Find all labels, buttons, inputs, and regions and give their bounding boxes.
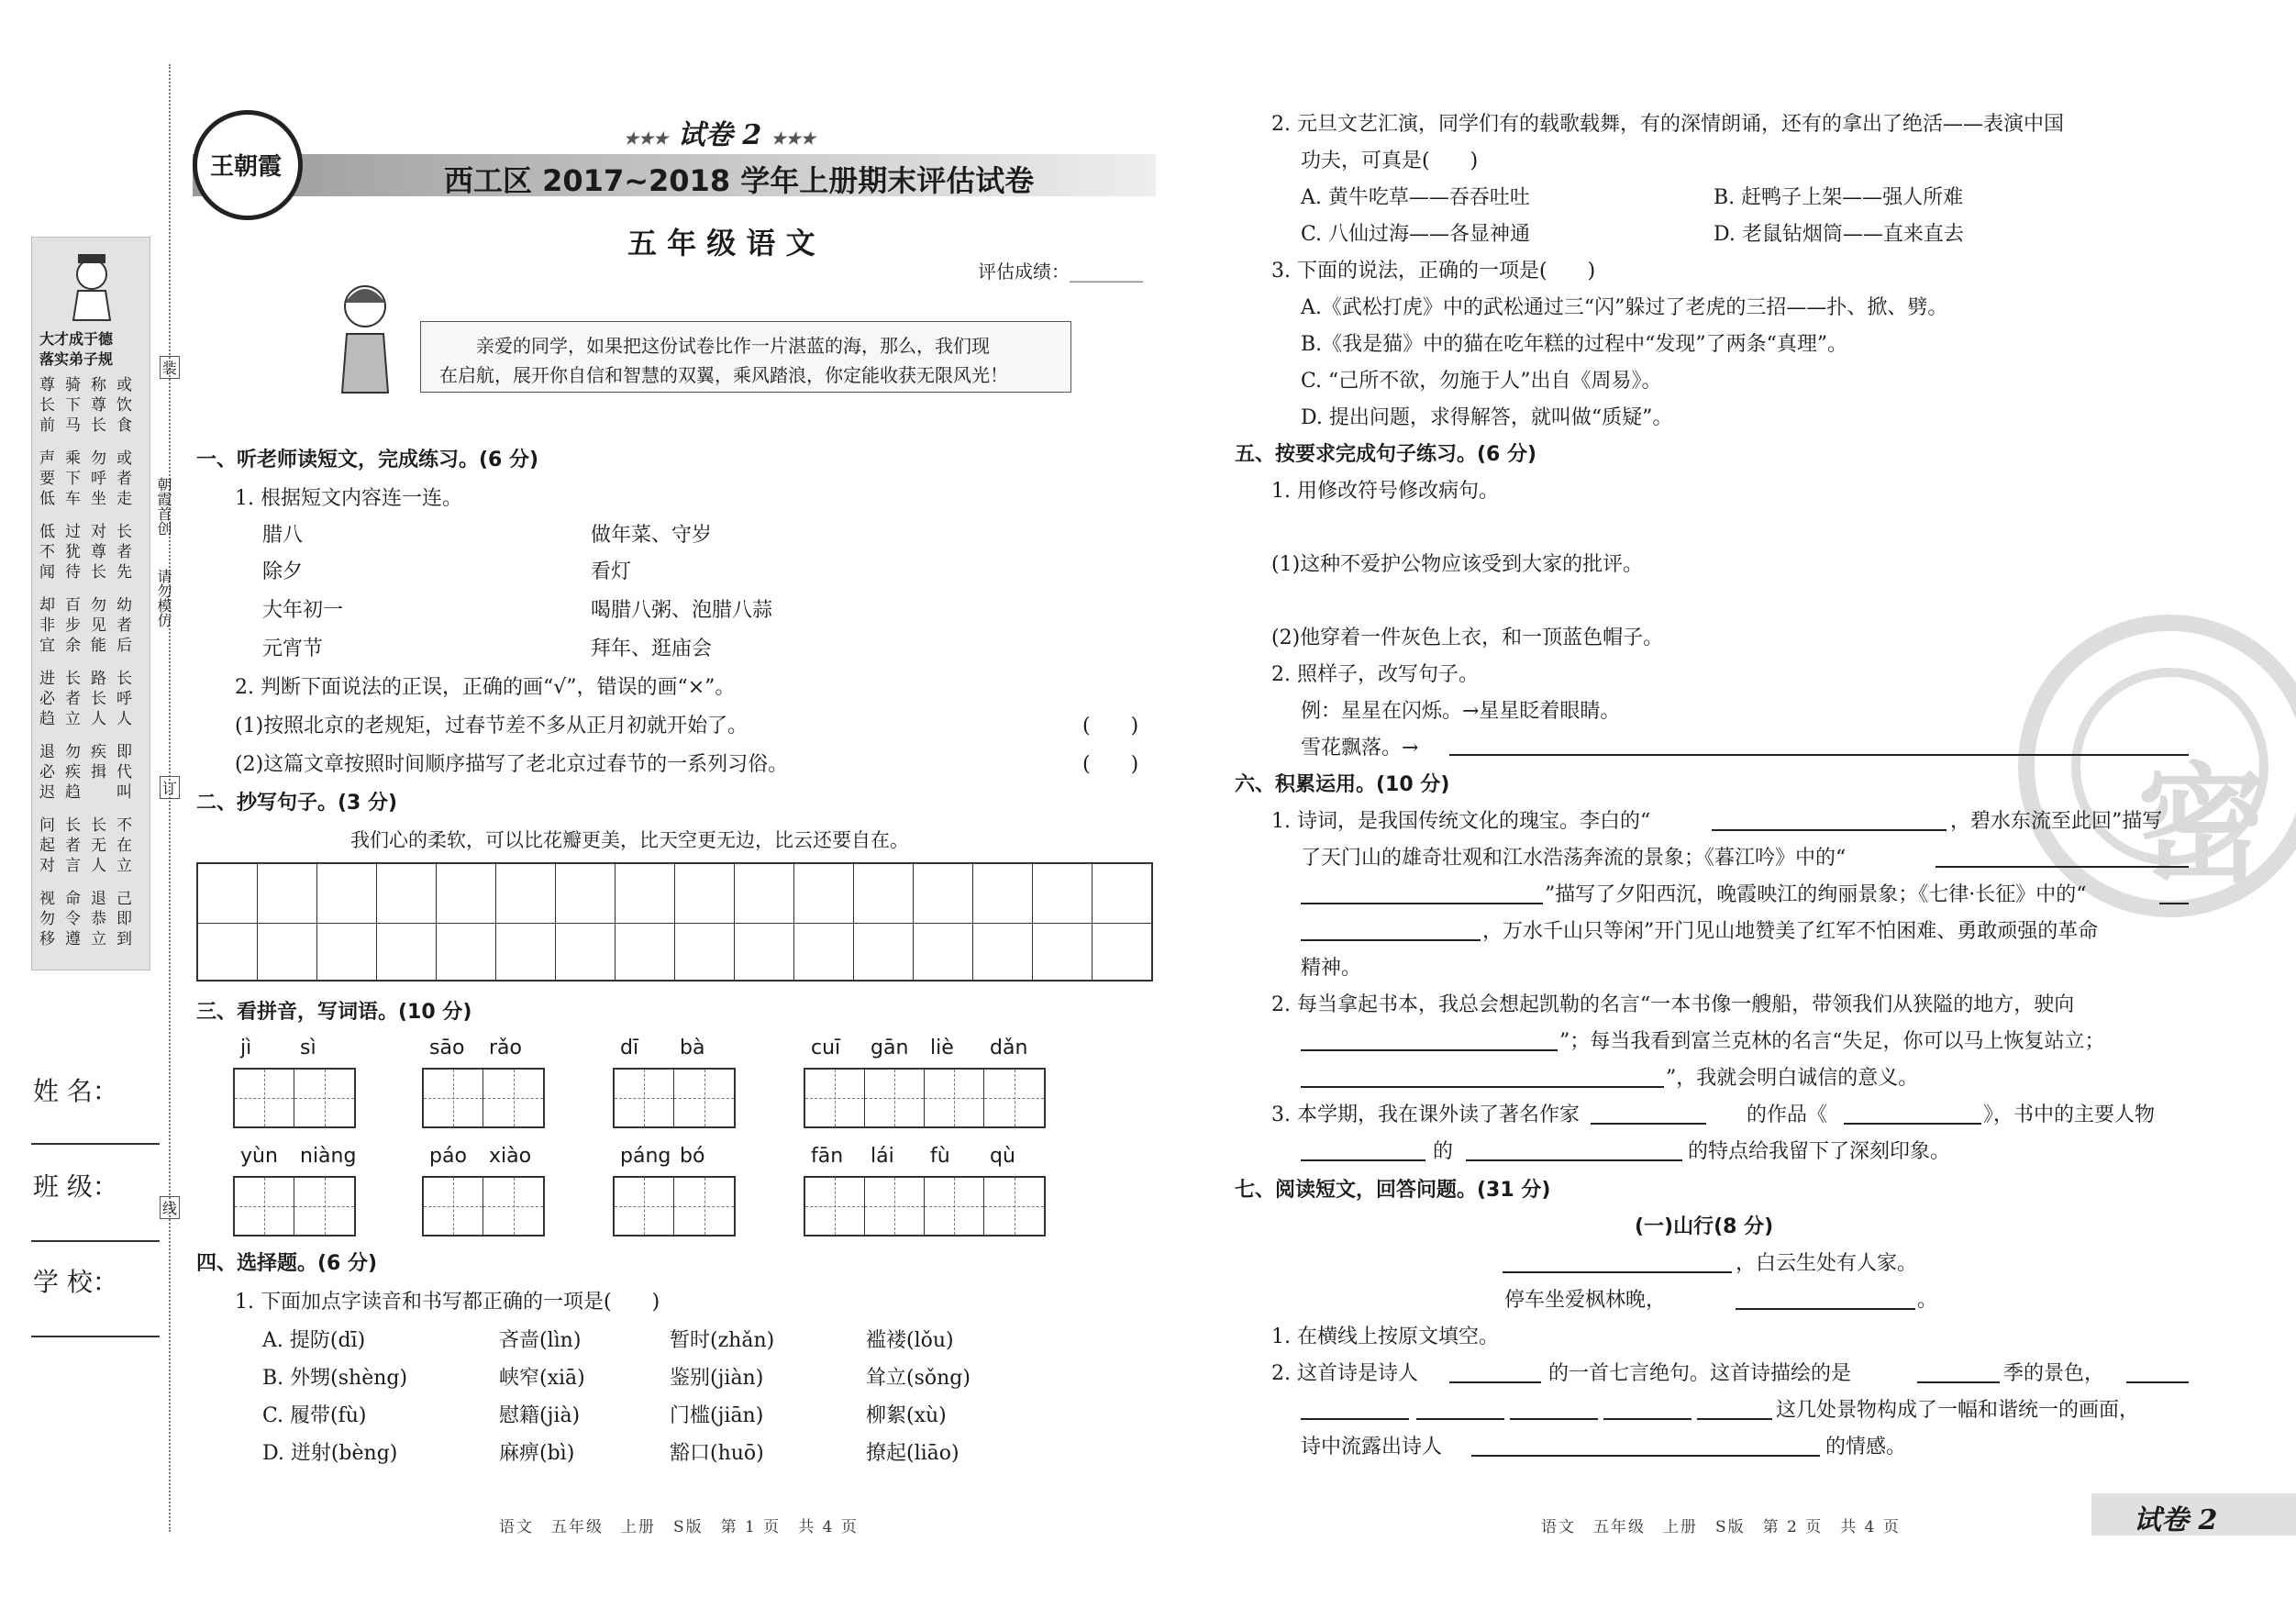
sidebar-verse-column: 百步余	[65, 596, 83, 655]
sidebar-verse-column: 长者先	[116, 523, 134, 582]
pinyin-cell[interactable]	[424, 1070, 483, 1126]
r-q3-opt-c[interactable]: C. “己所不欲，勿施于人”出自《周易》。	[1301, 370, 1662, 393]
scholar-figure-icon	[60, 249, 124, 322]
sidebar-verse-column: 退恭立	[91, 890, 108, 948]
sidebar-verse-column: 勿见能	[91, 596, 108, 655]
choice-option-item: 耸立(sǒng)	[866, 1367, 971, 1390]
answer-line[interactable]	[1416, 1418, 1504, 1420]
side-vertical-2: 请勿模仿	[155, 569, 172, 627]
match-left-item[interactable]: 大年初一	[262, 599, 344, 622]
r-q3-opt-d[interactable]: D. 提出问题，求得解答，就叫做“质疑”。	[1301, 406, 1673, 429]
r-q2-opt-a[interactable]: A. 黄牛吃草——吞吞吐吐	[1301, 186, 1530, 209]
choice-option-item[interactable]: A. 提防(dī)	[262, 1329, 366, 1352]
pinyin-syllable: dī	[620, 1037, 639, 1059]
r-q2-opt-d[interactable]: D. 老鼠钻烟筒——直来直去	[1714, 223, 1964, 246]
answer-line[interactable]	[1471, 1455, 1820, 1457]
s6-q3e: 的特点给我留下了深刻印象。	[1688, 1140, 1951, 1163]
teacher-illustration-icon	[319, 275, 411, 394]
answer-line[interactable]	[1591, 1123, 1706, 1125]
pinyin-syllable: xiào	[489, 1145, 532, 1168]
class-field[interactable]	[31, 1240, 160, 1242]
answer-line[interactable]	[1449, 754, 2189, 756]
pinyin-writing-box[interactable]	[804, 1176, 1046, 1237]
score-label: 评估成绩：________	[978, 261, 1143, 283]
sidebar-verse-column: 乘下车	[65, 449, 83, 508]
sidebar-verse-column: 长呼人	[116, 670, 134, 728]
sidebar-verse-column: 勿疾趋	[65, 743, 83, 802]
s5-task: 雪花飘落。→	[1301, 737, 1419, 760]
wangzhaoxia-logo	[193, 110, 303, 220]
intro-line-1: 亲爱的同学，如果把这份试卷比作一片湛蓝的海，那么，我们现	[476, 335, 990, 357]
r-q2b: 功夫，可真是( )	[1301, 150, 1479, 172]
name-label: 姓 名：	[33, 1076, 118, 1106]
answer-line[interactable]	[1466, 1159, 1682, 1161]
bind-mark-2: 订	[160, 776, 180, 799]
pinyin-writing-box[interactable]	[613, 1176, 736, 1237]
pinyin-cell[interactable]	[805, 1178, 865, 1235]
answer-line[interactable]	[2126, 1381, 2189, 1383]
page-tag: 试卷 2	[2134, 1504, 2218, 1536]
s7-q1: 1. 在横线上按原文填空。	[1271, 1325, 1499, 1348]
pinyin-syllable: bó	[680, 1145, 705, 1168]
pinyin-writing-box[interactable]	[422, 1068, 545, 1128]
s7-q2f: 的情感。	[1825, 1436, 1907, 1458]
pinyin-cell[interactable]	[984, 1178, 1044, 1235]
sidebar-verse-column: 进必趋	[39, 670, 57, 728]
answer-line[interactable]	[1736, 1308, 1915, 1310]
pinyin-cell[interactable]	[674, 1178, 734, 1235]
s6-q3d: 的	[1433, 1140, 1454, 1163]
answer-line[interactable]	[1603, 1418, 1691, 1420]
pinyin-syllable: páo	[429, 1145, 467, 1168]
section-7-title: 七、阅读短文，回答问题。(31 分)	[1235, 1179, 1551, 1202]
answer-line[interactable]	[1301, 903, 1543, 904]
choice-option-item: 吝啬(lìn)	[499, 1329, 582, 1352]
section-2-title: 二、抄写句子。(3 分)	[196, 792, 398, 815]
pinyin-syllable: cuī	[811, 1037, 841, 1059]
section-5-title: 五、按要求完成句子练习。(6 分)	[1235, 443, 1537, 466]
s5-q1-2: (2)他穿着一件灰色上衣，和一顶蓝色帽子。	[1271, 627, 1664, 649]
copy-sentence: 我们心的柔软，可以比花瓣更美，比天空更无边，比云还要自在。	[350, 829, 909, 851]
sidebar-verse-column: 疾揖	[91, 743, 108, 782]
bind-mark-1: 装	[160, 356, 180, 379]
choice-option-item: 峡窄(xiā)	[499, 1367, 585, 1390]
sidebar-verse-column: 路长人	[91, 670, 108, 728]
choice-option-item: 鉴别(jiàn)	[670, 1367, 764, 1390]
name-field[interactable]	[31, 1143, 160, 1145]
sidebar-verse-column: 声要低	[39, 449, 57, 508]
poem-end: 。	[1917, 1289, 1938, 1312]
answer-line[interactable]	[1844, 1123, 1981, 1125]
left-footer: 语文 五年级 上册 S版 第 1 页 共 4 页	[499, 1518, 859, 1536]
match-left-item[interactable]: 腊八	[262, 524, 304, 547]
s6-q3c: 》，书中的主要人物	[1983, 1103, 2156, 1126]
pinyin-cell[interactable]	[235, 1178, 294, 1235]
pinyin-syllable: gān	[871, 1037, 909, 1059]
intro-speech-box	[420, 321, 1071, 393]
s6-q1b: ，碧水东流至此回”描写	[1950, 810, 2163, 833]
s1-q2: 2. 判断下面说法的正误，正确的画“√”，错误的画“×”。	[235, 676, 736, 699]
sidebar-verse-column: 对尊长	[91, 523, 108, 582]
pinyin-syllable: sāo	[429, 1037, 465, 1059]
school-field[interactable]	[31, 1336, 160, 1337]
answer-line[interactable]	[1449, 1381, 1541, 1383]
exam-title: 西工区 2017~2018 学年上册期末评估试卷	[444, 163, 1035, 198]
s7-q2c: 季的景色，	[2003, 1362, 2105, 1385]
choice-option-item[interactable]: C. 履带(fù)	[262, 1404, 367, 1427]
pinyin-syllable: fù	[930, 1145, 950, 1168]
pinyin-cell[interactable]	[615, 1178, 674, 1235]
pinyin-syllable: liè	[930, 1037, 954, 1059]
sidebar-verse-column: 尊长前	[39, 376, 57, 435]
sidebar-verse-column: 或者走	[116, 449, 134, 508]
s5-example: 例：星星在闪烁。→星星眨着眼睛。	[1301, 700, 1621, 723]
s6-q2b: ”；每当我看到富兰克林的名言“失足，你可以马上恢复站立；	[1559, 1030, 2105, 1053]
pinyin-writing-box[interactable]	[804, 1068, 1046, 1128]
s1-q2-1: (1)按照北京的老规矩，过春节差不多从正月初就开始了。	[235, 715, 749, 738]
s7-q2d: 这几处景物构成了一幅和谐统一的画面，	[1776, 1399, 2140, 1422]
pinyin-writing-box[interactable]	[613, 1068, 736, 1128]
sidebar-verse-column: 问起对	[39, 816, 57, 875]
match-right-item[interactable]: 做年菜、守岁	[591, 524, 713, 547]
r-q2-opt-b[interactable]: B. 赶鸭子上架——强人所难	[1714, 186, 1964, 209]
sidebar-verse-column: 己即到	[116, 890, 134, 948]
sidebar-verse-column: 骑下马	[65, 376, 83, 435]
s6-q2a: 2. 每当拿起书本，我总会想起凯勒的名言“一本书像一艘船，带领我们从狭隘的地方，驶向	[1271, 993, 2075, 1016]
pinyin-cell[interactable]	[865, 1178, 925, 1235]
answer-line[interactable]	[1301, 939, 1481, 941]
pinyin-syllable: lái	[871, 1145, 894, 1168]
answer-line[interactable]	[1503, 1271, 1732, 1273]
choice-option-item: 门槛(jiān)	[670, 1404, 764, 1427]
pinyin-syllable: páng	[620, 1145, 671, 1168]
pinyin-writing-box[interactable]	[422, 1176, 545, 1237]
pinyin-syllable: rǎo	[489, 1037, 522, 1059]
section-6-title: 六、积累运用。(10 分)	[1235, 773, 1450, 796]
answer-line[interactable]	[1936, 866, 2189, 868]
answer-line[interactable]	[1301, 1086, 1664, 1088]
s4-q1: 1. 下面加点字读音和书写都正确的一项是( )	[235, 1291, 660, 1314]
s6-q1e: ，万水千山只等闲”开门见山地赞美了红军不怕困难、勇敢顽强的革命	[1482, 920, 2099, 943]
school-label: 学 校：	[33, 1267, 118, 1297]
choice-option-item: 暂时(zhǎn)	[670, 1329, 775, 1352]
s5-q2: 2. 照样子，改写句子。	[1271, 663, 1479, 686]
exam-tag: ★★★ 试卷 2 ★★★	[624, 119, 816, 151]
r-q3-opt-b[interactable]: B.《我是猫》中的猫在吃年糕的过程中“发现”了两条“真理”。	[1301, 333, 1848, 356]
r-q3: 3. 下面的说法，正确的一项是( )	[1271, 260, 1596, 283]
secret-seal-watermark	[2018, 615, 2296, 917]
logo-text: 王朝霞	[210, 153, 283, 181]
r-q3-opt-a[interactable]: A.《武松打虎》中的武松通过三“闪”躲过了老虎的三招——扑、掀、劈。	[1301, 296, 1948, 319]
pinyin-cell[interactable]	[865, 1070, 925, 1126]
pinyin-cell[interactable]	[483, 1178, 543, 1235]
pinyin-syllable: yùn	[240, 1145, 278, 1168]
motto-2: 落实弟子规	[39, 350, 114, 368]
choice-option-item: 撩起(liāo)	[866, 1442, 959, 1465]
right-footer: 语文 五年级 上册 S版 第 2 页 共 4 页	[1541, 1518, 1901, 1536]
choice-option-item[interactable]: B. 外甥(shèng)	[262, 1367, 408, 1390]
s7-q2a: 2. 这首诗是诗人	[1271, 1362, 1418, 1385]
match-left-item[interactable]: 元宵节	[262, 638, 324, 660]
pinyin-cell[interactable]	[294, 1178, 354, 1235]
answer-line[interactable]	[1301, 1418, 1409, 1420]
pinyin-syllable: bà	[680, 1037, 705, 1059]
copy-writing-grid[interactable]	[196, 862, 1153, 981]
s6-q1c: 了天门山的雄奇壮观和江水浩荡奔流的景象；《暮江吟》中的“	[1301, 847, 1847, 870]
pinyin-syllable: sì	[300, 1037, 316, 1059]
r-q2: 2. 元旦文艺汇演，同学们有的载歌载舞，有的深情朗诵，还有的拿出了绝活——表演中国	[1271, 113, 2064, 136]
s6-q3a: 3. 本学期，我在课外读了著名作家	[1271, 1103, 1580, 1126]
pinyin-syllable: fān	[811, 1145, 844, 1168]
intro-line-2: 在启航，展开你自信和智慧的双翼，乘风踏浪，你定能收获无限风光！	[439, 364, 1008, 386]
s6-q1f: 精神。	[1301, 957, 1362, 980]
sidebar-verse-column: 长无人	[91, 816, 108, 875]
seal-text: 密	[2137, 750, 2267, 901]
pinyin-cell[interactable]	[294, 1070, 354, 1126]
pinyin-cell[interactable]	[805, 1070, 865, 1126]
pinyin-syllable: jì	[240, 1037, 252, 1059]
s1-q1: 1. 根据短文内容连一连。	[235, 487, 462, 510]
match-right-item[interactable]: 看灯	[591, 560, 632, 583]
section-4-title: 四、选择题。(6 分)	[196, 1252, 378, 1275]
pinyin-syllable: qù	[990, 1145, 1015, 1168]
sidebar-verse-column: 却非宜	[39, 596, 57, 655]
sidebar-verse-column: 过犹待	[65, 523, 83, 582]
s5-q1-1: (1)这种不爱护公物应该受到大家的批评。	[1271, 553, 1644, 576]
pinyin-cell[interactable]	[925, 1178, 984, 1235]
motto-1: 大才成于德	[39, 330, 114, 348]
s7-q2b: 的一首七言绝句。这首诗描绘的是	[1548, 1362, 1852, 1385]
section-3-title: 三、看拼音，写词语。(10 分)	[196, 1001, 472, 1024]
answer-paren[interactable]: ( )	[1082, 753, 1139, 776]
answer-line[interactable]	[1697, 1418, 1772, 1420]
answer-line[interactable]	[1301, 1159, 1425, 1161]
pinyin-cell[interactable]	[483, 1070, 543, 1126]
sidebar-verse-column: 低不闻	[39, 523, 57, 582]
sidebar-verse-column: 长者立	[65, 670, 83, 728]
side-vertical-1: 朝霞首创	[155, 477, 172, 536]
poem-line-2: 停车坐爱枫林晚，	[1504, 1289, 1667, 1312]
r-q2-opt-c[interactable]: C. 八仙过海——各显神通	[1301, 223, 1531, 246]
choice-option-item: 褴褛(lǒu)	[866, 1329, 954, 1352]
answer-paren[interactable]: ( )	[1082, 715, 1139, 738]
answer-line[interactable]	[1917, 1381, 2000, 1383]
class-label: 班 级：	[33, 1171, 118, 1202]
pinyin-syllable: niàng	[300, 1145, 357, 1168]
s6-q2c: ”，我就会明白诚信的意义。	[1666, 1067, 1919, 1090]
sidebar-verse-column: 命令遵	[65, 890, 83, 948]
match-right-item[interactable]: 拜年、逛庙会	[591, 638, 713, 660]
pinyin-cell[interactable]	[424, 1178, 483, 1235]
sidebar-verse-column: 即代叫	[116, 743, 134, 802]
bind-mark-3: 线	[160, 1196, 180, 1219]
s7-q2e: 诗中流露出诗人	[1301, 1436, 1443, 1458]
s6-q1a: 1. 诗词，是我国传统文化的瑰宝。李白的“	[1271, 810, 1651, 833]
pinyin-cell[interactable]	[925, 1070, 984, 1126]
answer-line[interactable]	[1301, 1049, 1558, 1051]
choice-option-item: 豁口(huō)	[670, 1442, 764, 1465]
pinyin-syllable: dǎn	[990, 1037, 1028, 1059]
sidebar-motto-box	[31, 237, 150, 970]
choice-option-item[interactable]: D. 迸射(bèng)	[262, 1442, 398, 1465]
sidebar-verse-column: 视勿移	[39, 890, 57, 948]
pinyin-cell[interactable]	[235, 1070, 294, 1126]
answer-line[interactable]	[1712, 829, 1947, 831]
sidebar-verse-column: 称尊长	[91, 376, 108, 435]
s1-q2-2: (2)这篇文章按照时间顺序描写了老北京过春节的一系列习俗。	[235, 753, 789, 776]
pinyin-cell[interactable]	[984, 1070, 1044, 1126]
match-left-item[interactable]: 除夕	[262, 560, 304, 583]
pinyin-cell[interactable]	[674, 1070, 734, 1126]
pinyin-writing-box[interactable]	[233, 1068, 356, 1128]
pinyin-writing-box[interactable]	[233, 1176, 356, 1237]
sidebar-verse-column: 幼者后	[116, 596, 134, 655]
s5-q1: 1. 用修改符号修改病句。	[1271, 480, 1499, 503]
choice-option-item: 麻痹(bì)	[499, 1442, 575, 1465]
answer-line[interactable]	[2159, 903, 2189, 904]
choice-option-item: 柳絮(xù)	[866, 1404, 947, 1427]
match-right-item[interactable]: 喝腊八粥、泡腊八蒜	[591, 599, 773, 622]
pinyin-cell[interactable]	[615, 1070, 674, 1126]
poem-line-1: ，白云生处有人家。	[1736, 1252, 1918, 1275]
section-1-title: 一、听老师读短文，完成练习。(6 分)	[196, 449, 539, 471]
sidebar-verse-column: 退必迟	[39, 743, 57, 802]
sidebar-verse-column: 勿呼坐	[91, 449, 108, 508]
sidebar-verse-column: 长者言	[65, 816, 83, 875]
answer-line[interactable]	[1510, 1418, 1598, 1420]
subject-title: 五 年 级 语 文	[627, 226, 815, 261]
choice-option-item: 慰籍(jià)	[499, 1404, 581, 1427]
poem-title: (一)山行(8 分)	[1635, 1215, 1774, 1238]
s6-q3b: 的作品《	[1747, 1103, 1828, 1126]
sidebar-verse-column: 不在立	[116, 816, 134, 875]
s6-q1d: ”描写了夕阳西沉，晚霞映江的绚丽景象；《七律·长征》中的“	[1545, 883, 2087, 906]
sidebar-verse-column: 或饮食	[116, 376, 134, 435]
